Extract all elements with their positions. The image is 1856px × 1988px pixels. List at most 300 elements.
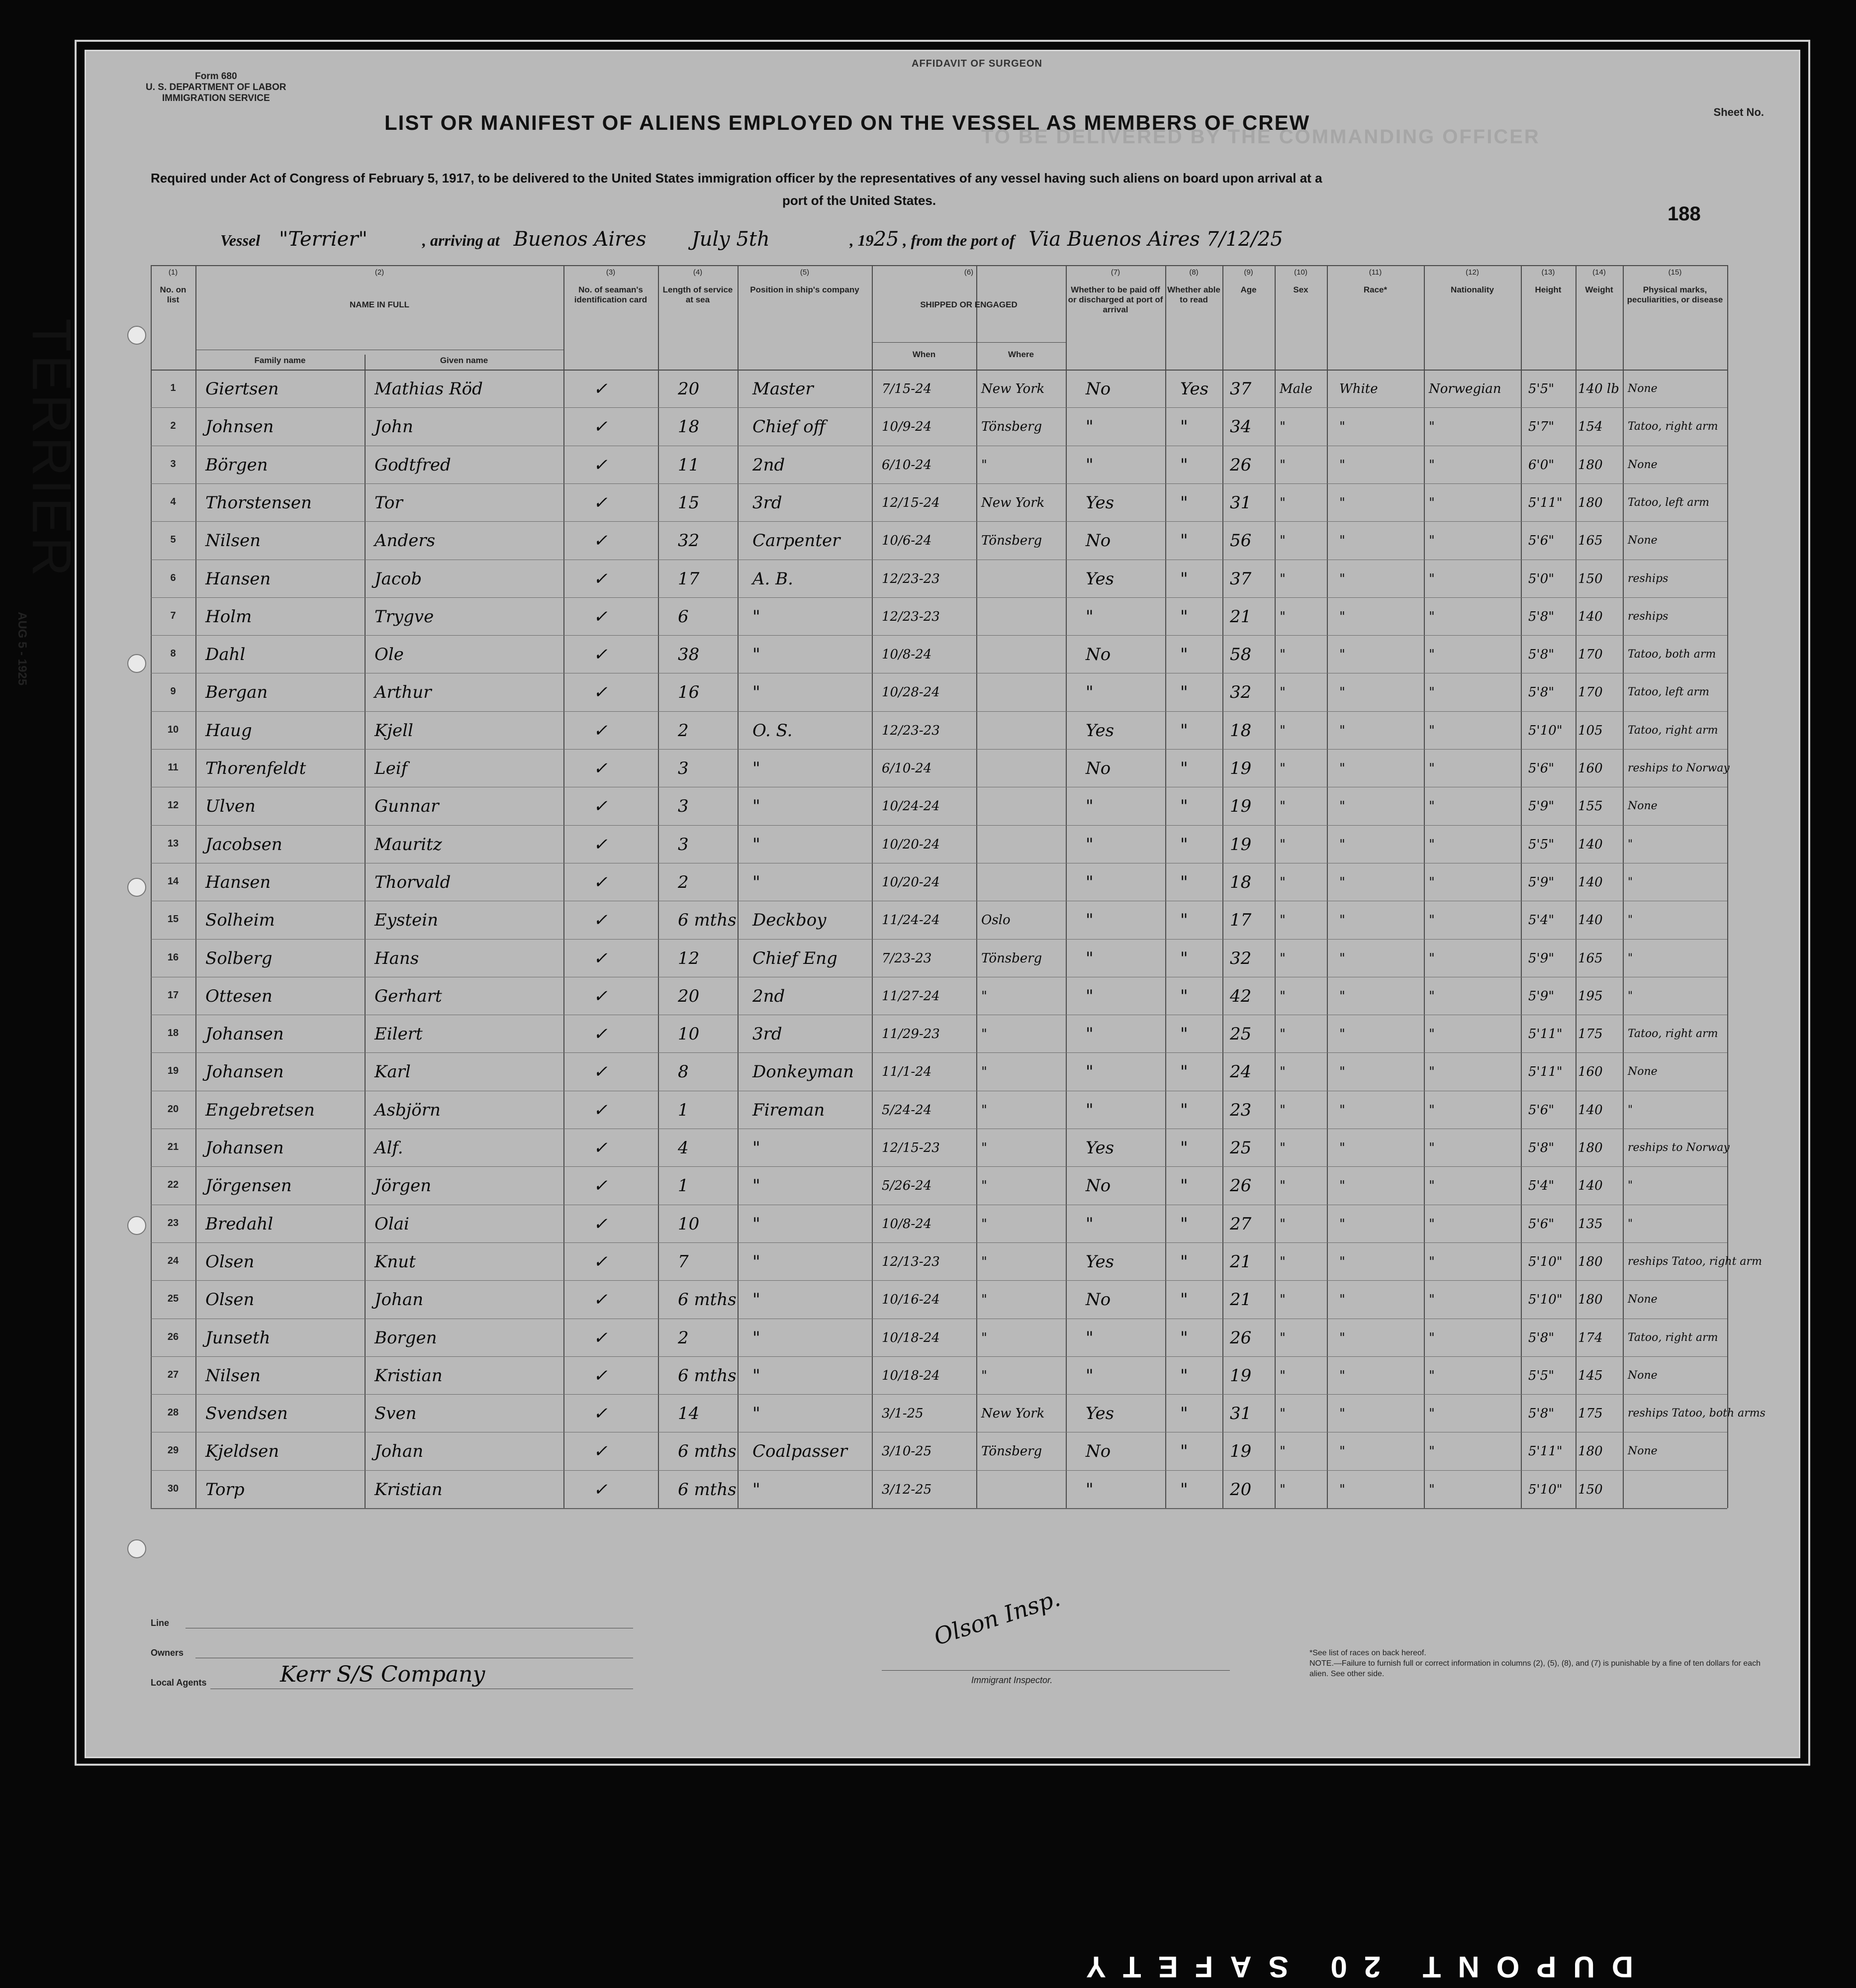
cell-service: 38 [678,645,700,665]
column-header: Race* [1363,285,1388,294]
cell-nationality: " [1429,1254,1435,1269]
footnote [1309,1648,1767,1679]
row-rule [151,749,1727,750]
cell-card: ✓ [593,1441,608,1462]
cell-family: Jörgensen [205,1176,292,1196]
cell-nationality: " [1429,1368,1435,1383]
cell-where: Tönsberg [981,533,1042,549]
cell-card: ✓ [593,1404,608,1424]
cell-when: 10/8-24 [882,1216,932,1231]
cell-race: " [1339,874,1345,890]
cell-paid: " [1086,606,1094,627]
cell-race: White [1339,381,1378,396]
cell-nationality: Norwegian [1429,381,1501,396]
cell-card: ✓ [593,1479,608,1500]
column-number: (15) [1668,268,1682,277]
row-number: 8 [170,648,176,660]
column-rule [195,265,196,1508]
cell-family: Hansen [205,872,271,892]
column-header: Age [1240,285,1257,294]
cell-when: 10/18-24 [882,1368,940,1383]
shipped-subhead-rule [872,342,1066,343]
cell-marks: " [1628,875,1633,888]
cell-sex: " [1280,1368,1286,1383]
cell-height: 5'8" [1528,1330,1555,1345]
cell-nationality: " [1429,647,1435,663]
cell-paid: " [1086,1100,1094,1120]
cell-nationality: " [1429,1216,1435,1231]
cell-nationality: " [1429,1406,1435,1421]
cell-nationality: " [1429,837,1435,852]
row-number: 13 [167,838,179,849]
year-suffix: 25 [873,228,899,251]
cell-card: ✓ [593,834,608,854]
cell-sex: Male [1280,381,1312,396]
column-number: (3) [606,268,616,277]
from-port: Via Buenos Aires 7/12/25 [1028,228,1283,251]
row-number: 10 [167,724,179,735]
cell-paid: " [1086,1062,1094,1082]
department-name: U. S. DEPARTMENT OF LABOR [146,82,286,93]
cell-nationality: " [1429,495,1435,510]
cell-family: Johansen [205,1024,284,1044]
cell-read: " [1180,758,1188,778]
cell-card: ✓ [593,1062,608,1082]
cell-given: Ole [374,645,404,665]
column-number: (2) [374,268,384,277]
cell-nationality: " [1429,1482,1435,1497]
cell-position: Chief off [752,417,826,437]
cell-service: 20 [678,986,700,1006]
cell-read: " [1180,1441,1188,1462]
cell-nationality: " [1429,1178,1435,1194]
row-number: 3 [170,458,176,470]
cell-given: Godtfred [374,455,451,475]
column-header: Physical marks, peculiarities, or disease [1627,285,1723,304]
sheet-number-label: Sheet No. [1713,106,1764,118]
cell-service: 1 [678,1176,689,1196]
cell-nationality: " [1429,1064,1435,1080]
row-rule [151,1242,1727,1243]
cell-nationality: " [1429,1140,1435,1155]
cell-service: 2 [678,720,689,741]
film-edge-text: DUPONT 20 SAFETY [1069,1950,1634,1984]
column-rule [1521,265,1522,1508]
column-header: NAME IN FULL [350,300,409,309]
cell-age: 19 [1230,758,1252,778]
cell-when: 10/20-24 [882,874,940,890]
cell-position: 2nd [752,986,785,1006]
cell-when: 5/26-24 [882,1178,932,1194]
cell-where: " [981,1178,987,1194]
cell-age: 56 [1230,531,1252,551]
row-number: 5 [170,534,176,546]
cell-family: Kjeldsen [205,1441,279,1462]
cell-card: ✓ [593,1365,608,1386]
table-top-rule [151,265,1727,266]
service-name: IMMIGRATION SERVICE [162,93,270,103]
cell-when: 11/29-23 [882,1027,940,1042]
column-rule [1576,265,1577,1508]
cell-age: 25 [1230,1138,1252,1158]
cell-read: " [1180,986,1188,1006]
cell-position: Donkeyman [752,1062,854,1082]
cell-position: Coalpasser [752,1441,847,1462]
cell-weight: 140 [1578,837,1603,852]
cell-given: Anders [374,531,436,551]
cell-sex: " [1280,609,1286,624]
cell-read: " [1180,682,1188,703]
cell-height: 6'0" [1528,457,1555,473]
row-number: 19 [167,1065,179,1077]
cell-position: " [752,606,760,627]
race-footnote: *See list of races on back hereof. [1309,1649,1426,1657]
cell-nationality: " [1429,723,1435,738]
cell-age: 31 [1230,492,1252,513]
cell-weight: 154 [1578,419,1603,435]
cell-age: 32 [1230,948,1252,968]
cell-given: Karl [374,1062,411,1082]
cell-weight: 145 [1578,1368,1603,1383]
cell-position: O. S. [752,720,793,741]
cell-position: " [752,872,760,892]
cell-nationality: " [1429,533,1435,549]
cell-given: Kjell [374,720,413,741]
cell-position: Master [752,379,814,399]
column-header: SHIPPED OR ENGAGED [920,300,1018,309]
cell-when: 10/24-24 [882,799,940,814]
cell-paid: No [1086,1441,1111,1462]
cell-age: 27 [1230,1214,1252,1234]
side-date-stamp: AUG 5 - 1925 [15,612,29,686]
cell-position: " [752,1365,760,1386]
cell-read: " [1180,568,1188,589]
cell-height: 5'9" [1528,799,1555,814]
row-number: 1 [170,382,176,393]
form-number: Form 680 [195,71,237,82]
cell-card: ✓ [593,1214,608,1234]
cell-age: 19 [1230,834,1252,854]
cell-age: 31 [1230,1404,1252,1424]
row-rule [151,1394,1727,1395]
cell-nationality: " [1429,761,1435,776]
cell-family: Solberg [205,948,273,968]
cell-when: 10/6-24 [882,533,932,549]
cell-height: 5'6" [1528,761,1555,776]
cell-card: ✓ [593,1176,608,1196]
cell-family: Engebretsen [205,1100,315,1120]
cell-marks: None [1628,800,1658,813]
cell-where: " [981,1292,987,1308]
column-header: Whether able to read [1167,285,1220,304]
cell-when: 10/20-24 [882,837,940,852]
cell-where: " [981,457,987,473]
cell-height: 5'6" [1528,533,1555,549]
column-rule [872,265,873,1508]
cell-paid: " [1086,1365,1094,1386]
cell-weight: 195 [1578,988,1603,1004]
cell-age: 21 [1230,606,1252,627]
row-rule [151,939,1727,940]
cell-marks: reships [1628,572,1669,585]
cell-where: New York [981,495,1045,510]
row-rule [151,521,1727,522]
cell-service: 6 mths [678,1290,737,1310]
cell-given: Borgen [374,1327,437,1348]
cell-paid: No [1086,1176,1111,1196]
cell-age: 19 [1230,1441,1252,1462]
cell-race: " [1339,457,1345,473]
cell-when: 12/23-23 [882,609,940,624]
cell-height: 5'0" [1528,571,1555,586]
cell-read: " [1180,1290,1188,1310]
cell-paid: Yes [1086,1138,1114,1158]
cell-read: " [1180,1251,1188,1272]
cell-service: 2 [678,872,689,892]
cell-sex: " [1280,1140,1286,1155]
cell-service: 1 [678,1100,689,1120]
cell-read: " [1180,796,1188,817]
cell-race: " [1339,988,1345,1004]
row-number: 18 [167,1028,179,1039]
cell-read: " [1180,1404,1188,1424]
cell-weight: 135 [1578,1216,1603,1231]
cell-where: " [981,1102,987,1118]
cell-marks: Tatoo, right arm [1628,724,1718,737]
cell-when: 11/1-24 [882,1064,932,1080]
column-header: Height [1535,285,1562,294]
cell-card: ✓ [593,758,608,778]
cell-read: " [1180,834,1188,854]
cell-paid: " [1086,417,1094,437]
cell-marks: Tatoo, both arm [1628,648,1716,661]
cell-marks: " [1628,1217,1633,1230]
cell-where: Tönsberg [981,419,1042,435]
cell-position: " [752,1176,760,1196]
cell-family: Junseth [205,1327,271,1348]
arriving-port: Buenos Aires [513,228,647,251]
cell-weight: 105 [1578,723,1603,738]
cell-sex: " [1280,837,1286,852]
cell-read: " [1180,531,1188,551]
cell-height: 5'5" [1528,837,1555,852]
cell-service: 3 [678,758,689,778]
cell-given: Jacob [374,568,422,589]
cell-race: " [1339,685,1345,700]
column-header: No. of seaman's identification card [574,285,648,304]
cell-when: 6/10-24 [882,457,932,473]
cell-marks: " [1628,989,1633,1002]
cell-position: " [752,1251,760,1272]
row-rule [151,711,1727,712]
cell-race: " [1339,1406,1345,1421]
cell-height: 5'10" [1528,723,1563,738]
cell-paid: " [1086,1327,1094,1348]
cell-weight: 180 [1578,457,1603,473]
cell-card: ✓ [593,531,608,551]
cell-service: 6 mths [678,1365,737,1386]
cell-family: Johansen [205,1062,284,1082]
cell-read: " [1180,720,1188,741]
cell-paid: " [1086,834,1094,854]
cell-race: " [1339,609,1345,624]
cell-paid: " [1086,682,1094,703]
cell-where: " [981,1027,987,1042]
cell-weight: 180 [1578,1140,1603,1155]
cell-read: " [1180,1062,1188,1082]
cell-family: Ottesen [205,986,273,1006]
cell-when: 5/24-24 [882,1102,932,1118]
cell-sex: " [1280,1406,1286,1421]
column-number: (4) [693,268,703,277]
cell-sex: " [1280,533,1286,549]
cell-card: ✓ [593,1024,608,1044]
bleed-through-text: TO BE DELIVERED BY THE COMMANDING OFFICER [981,126,1540,148]
cell-paid: " [1086,1479,1094,1500]
cell-card: ✓ [593,1100,608,1120]
cell-position: Deckboy [752,910,827,931]
cell-height: 5'8" [1528,1406,1555,1421]
cell-service: 12 [678,948,700,968]
cell-age: 18 [1230,872,1252,892]
cell-family: Solheim [205,910,275,931]
cell-when: 10/9-24 [882,419,932,435]
cell-race: " [1339,799,1345,814]
cell-position: " [752,796,760,817]
cell-when: 6/10-24 [882,761,932,776]
cell-nationality: " [1429,1292,1435,1308]
cell-race: " [1339,1102,1345,1118]
cell-age: 37 [1230,568,1252,589]
punch-hole [127,654,146,673]
cell-marks: reships Tatoo, both arms [1628,1407,1765,1420]
cell-service: 17 [678,568,700,589]
row-number: 29 [167,1445,179,1456]
cell-height: 5'7" [1528,419,1555,435]
cell-where: New York [981,381,1045,396]
cell-paid: No [1086,1290,1111,1310]
cell-given: Eystein [374,910,439,931]
cell-read: " [1180,872,1188,892]
cell-family: Giertsen [205,379,279,399]
cell-height: 5'8" [1528,1140,1555,1155]
cell-age: 58 [1230,645,1252,665]
cell-where: " [981,1368,987,1383]
cell-marks: None [1628,458,1658,471]
cell-age: 26 [1230,1327,1252,1348]
inspector-label: Immigrant Inspector. [971,1675,1053,1685]
column-header: Position in ship's company [750,285,859,294]
cell-service: 6 mths [678,1479,737,1500]
cell-weight: 180 [1578,495,1603,510]
cell-height: 5'6" [1528,1216,1555,1231]
cell-card: ✓ [593,682,608,703]
cell-family: Nilsen [205,531,261,551]
cell-height: 5'4" [1528,1178,1555,1194]
punch-hole [127,878,146,897]
column-rule [1327,265,1328,1508]
column-subheader: Where [1008,350,1034,359]
inspector-signature: Olson Insp. [930,1584,1064,1651]
cell-sex: " [1280,685,1286,700]
cell-given: Knut [374,1251,416,1272]
owners-label: Owners [151,1648,184,1658]
cell-given: Kristian [374,1365,443,1386]
cell-marks: Tatoo, left arm [1628,496,1709,509]
cell-nationality: " [1429,799,1435,814]
cell-marks: reships Tatoo, right arm [1628,1255,1762,1268]
cell-position: " [752,645,760,665]
cell-marks: " [1628,838,1633,851]
cell-service: 3 [678,796,689,817]
cell-when: 3/10-25 [882,1444,932,1459]
column-number: (12) [1466,268,1479,277]
column-number: (13) [1541,268,1555,277]
cell-race: " [1339,647,1345,663]
agents-label: Local Agents [151,1678,207,1688]
cell-marks: " [1628,1103,1633,1116]
cell-service: 6 [678,606,689,627]
cell-nationality: " [1429,609,1435,624]
column-subheader: Given name [440,356,488,365]
cell-marks: None [1628,534,1658,547]
cell-when: 10/28-24 [882,685,940,700]
cell-read: " [1180,1100,1188,1120]
cell-sex: " [1280,723,1286,738]
column-rule [1222,265,1223,1508]
cell-when: 11/27-24 [882,988,940,1004]
cell-position: " [752,682,760,703]
cell-position: 3rd [752,1024,782,1044]
cell-height: 5'11" [1528,1027,1563,1042]
cell-when: 12/13-23 [882,1254,940,1269]
cell-card: ✓ [593,1251,608,1272]
cell-read: " [1180,417,1188,437]
cell-weight: 140 [1578,1178,1603,1194]
requirement-text: Required under Act of Congress of February 5, 1917, to be delivered to the United States immigration officer by the representatives of any vessel having such aliens on board upon arrival at a [151,171,1322,186]
vessel-line [220,228,1283,251]
row-number: 24 [167,1255,179,1266]
cell-family: Olsen [205,1251,255,1272]
cell-age: 18 [1230,720,1252,741]
affidavit-heading: AFFIDAVIT OF SURGEON [912,58,1042,69]
cell-given: Asbjörn [374,1100,441,1120]
cell-nationality: " [1429,685,1435,700]
cell-card: ✓ [593,1327,608,1348]
cell-where: " [981,1140,987,1155]
cell-read: " [1180,1138,1188,1158]
cell-when: 10/8-24 [882,647,932,663]
cell-paid: No [1086,758,1111,778]
cell-weight: 140 [1578,874,1603,890]
cell-height: 5'9" [1528,874,1555,890]
cell-age: 34 [1230,417,1252,437]
cell-card: ✓ [593,986,608,1006]
column-rule [1623,265,1624,1508]
cell-paid: No [1086,379,1111,399]
column-header: Sex [1293,285,1308,294]
cell-given: Leif [374,758,408,778]
cell-weight: 180 [1578,1254,1603,1269]
cell-height: 5'10" [1528,1482,1563,1497]
cell-nationality: " [1429,988,1435,1004]
row-rule [151,1052,1727,1053]
cell-marks: Tatoo, right arm [1628,420,1718,433]
cell-weight: 155 [1578,799,1603,814]
cell-race: " [1339,1292,1345,1308]
cell-position: " [752,1214,760,1234]
cell-race: " [1339,1027,1345,1042]
